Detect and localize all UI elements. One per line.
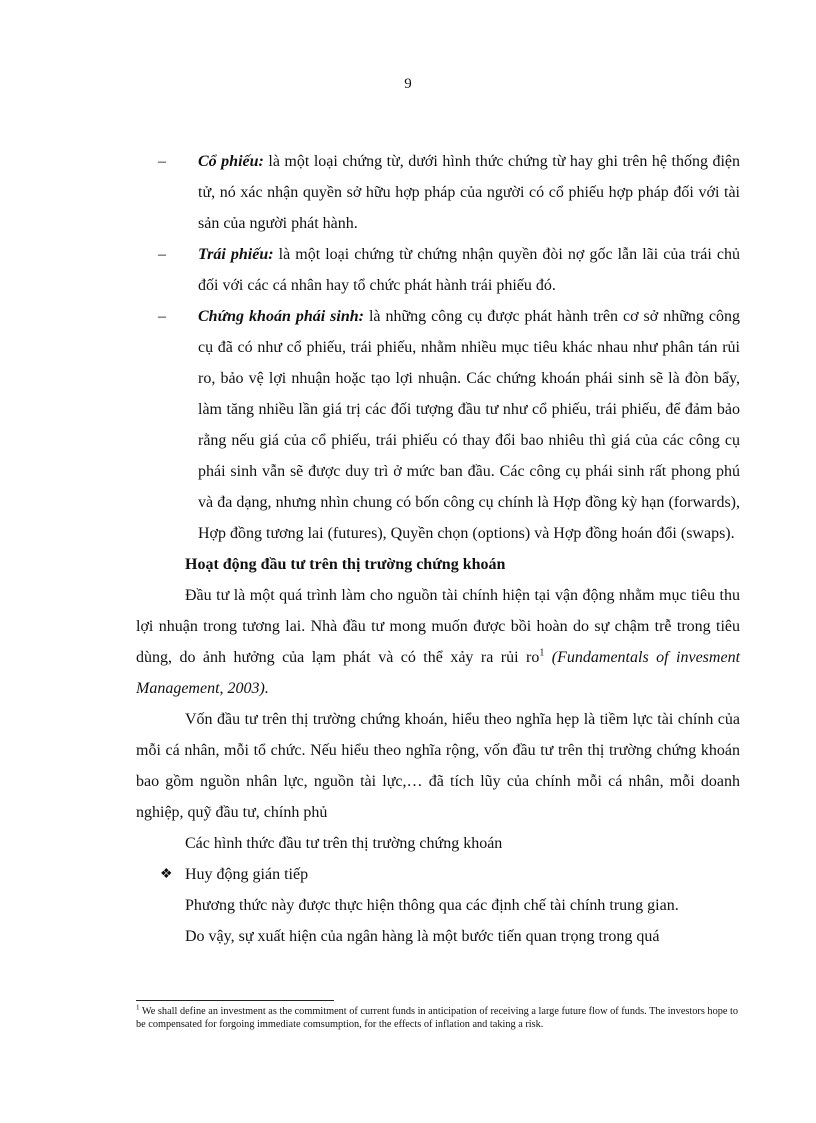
term-derivatives: Chứng khoán phái sinh:: [198, 308, 364, 325]
bullet-dash: –: [158, 308, 166, 325]
footnote-marker: 1: [136, 1003, 140, 1012]
paragraph-method: Phương thức này được thực hiện thông qua các định chế tài chính trung gian.: [185, 897, 679, 914]
bullet-dash: –: [158, 246, 166, 263]
citation: (Fundamentals of invesment Management, 2003).: [136, 649, 741, 697]
bullet-derivatives: [136, 301, 740, 549]
page-content: [136, 146, 740, 952]
section-heading: Hoạt động đầu tư trên thị trường chứng khoán: [185, 556, 506, 573]
bullet-dash: –: [158, 153, 166, 170]
diamond-item-text: Huy động gián tiếp: [185, 866, 309, 883]
paragraph-investment-forms: Các hình thức đầu tư trên thị trường chứng khoán: [185, 835, 503, 852]
diamond-bullet-item: [136, 859, 740, 890]
definition-bonds: là một loại chứng từ chứng nhận quyền đòi nợ gốc lẫn lãi của trái chủ đối với các cá nhân hay tổ chức phát hành trái phiếu đó.: [198, 246, 741, 294]
diamond-bullet-icon: ❖: [160, 867, 173, 882]
footnote: [136, 1003, 740, 1031]
paragraph-investment-capital: Vốn đầu tư trên thị trường chứng khoán, hiểu theo nghĩa hẹp là tiềm lực tài chính của mỗi cá nhân, mỗi tổ chức. Nếu hiểu theo nghĩa rộng, vốn đầu tư trên thị trường chứng khoán bao gồm nguồn nhân lực, nguồn tài lực,… đã tích lũy của chính mỗi cá nhân, mỗi doanh nghiệp, quỹ đầu tư, chính phủ: [136, 711, 740, 821]
term-bonds: Trái phiếu:: [198, 246, 274, 263]
paragraph-text: Đầu tư là một quá trình làm cho nguồn tài chính hiện tại vận động nhằm mục tiêu thu lợi nhuận trong tương lai. Nhà đầu tư mong muốn được bồi hoàn do sự chậm trễ trong tiêu dùng, do ảnh hưởng của lạm phát và có thể xảy ra rủi ro: [136, 587, 740, 666]
paragraph-bank: Do vậy, sự xuất hiện của ngân hàng là một bước tiến quan trọng trong quá: [185, 928, 660, 945]
bullet-stocks: [136, 146, 740, 239]
bullet-bonds: [136, 239, 740, 301]
definition-stocks: là một loại chứng từ, dưới hình thức chứng từ hay ghi trên hệ thống điện tử, nó xác nhận quyền sở hữu hợp pháp của người có cổ phiếu hợp pháp đối với tài sản của người phát hành.: [198, 153, 741, 232]
term-stocks: Cổ phiếu:: [198, 153, 264, 170]
footnote-separator: [136, 1000, 334, 1001]
footnote-text: We shall define an investment as the commitment of current funds in anticipation of receiving a large future flow of funds. The investors hope to be compensated for forgoing immediate comsumption, for the effects of inflation and taking a risk.: [136, 1006, 739, 1030]
definition-derivatives: là những công cụ được phát hành trên cơ sở những công cụ đã có như cổ phiếu, trái phiếu, nhằm nhiều mục tiêu khác nhau như phân tán rủi ro, bảo vệ lợi nhuận hoặc tạo lợi nhuận. Các chứng khoán phái sinh sẽ là đòn bẩy, làm tăng nhiều lần giá trị các đối tượng đầu tư như cổ phiếu, trái phiếu, để đảm bảo rằng nếu giá của cổ phiếu, trái phiếu có thay đổi bao nhiêu thì giá của các công cụ phái sinh vẫn sẽ được duy trì ở mức ban đầu. Các công cụ phái sinh rất phong phú và đa dạng, nhưng nhìn chung có bốn công cụ chính là Hợp đồng kỳ hạn (forwards), Hợp đồng tương lai (futures), Quyền chọn (options) và Hợp đồng hoán đổi (swaps).: [198, 308, 740, 542]
footnote-reference[interactable]: 1: [539, 647, 545, 659]
page-number: 9: [404, 76, 412, 92]
paragraph-investment-definition: [136, 580, 740, 704]
